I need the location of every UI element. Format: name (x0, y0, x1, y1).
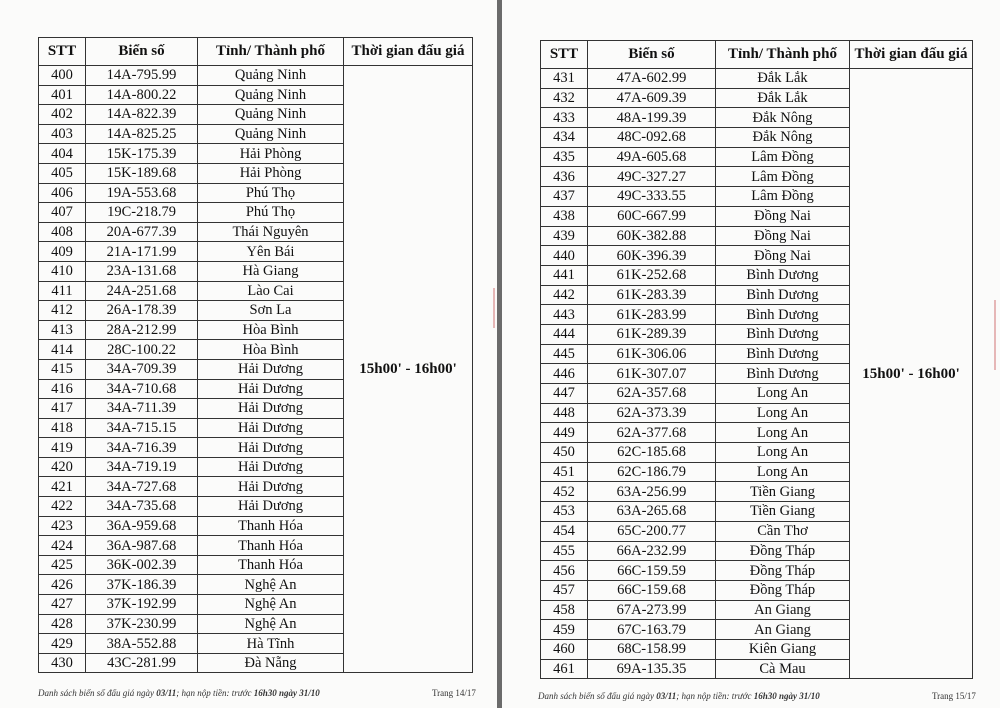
cell-province: Hải Dương (198, 418, 344, 438)
cell-province: Nghệ An (198, 614, 344, 634)
cell-plate-number: 36K-002.39 (86, 555, 198, 575)
cell-province: Bình Dương (716, 285, 850, 305)
footer-date: 03/11 (656, 691, 677, 701)
cell-plate-number: 68C-158.99 (588, 639, 716, 659)
cell-province: Hải Dương (198, 359, 344, 379)
cell-stt: 424 (39, 536, 86, 556)
cell-stt: 412 (39, 301, 86, 321)
cell-auction-time: 15h00' - 16h00' (850, 69, 973, 679)
cell-stt: 409 (39, 242, 86, 262)
cell-plate-number: 61K-306.06 (588, 344, 716, 364)
cell-plate-number: 65C-200.77 (588, 521, 716, 541)
cell-stt: 443 (541, 305, 588, 325)
cell-plate-number: 66A-232.99 (588, 541, 716, 561)
cell-plate-number: 23A-131.68 (86, 261, 198, 281)
footer-mid: ; hạn nộp tiền: trước (176, 688, 254, 698)
cell-plate-number: 49C-327.27 (588, 167, 716, 187)
cell-stt: 413 (39, 320, 86, 340)
cell-province: Hải Dương (198, 379, 344, 399)
page-number: Trang 14/17 (432, 688, 476, 698)
cell-province: Hải Dương (198, 497, 344, 517)
cell-plate-number: 26A-178.39 (86, 301, 198, 321)
cell-province: Đồng Nai (716, 246, 850, 266)
plate-auction-table-left (38, 37, 473, 673)
cell-plate-number: 61K-289.39 (588, 324, 716, 344)
cell-stt: 446 (541, 364, 588, 384)
cell-province: Đắk Nông (716, 128, 850, 148)
cell-stt: 450 (541, 443, 588, 463)
cell-province: Yên Bái (198, 242, 344, 262)
cell-plate-number: 62C-185.68 (588, 443, 716, 463)
header-plate-number: Biển số (86, 38, 198, 66)
cell-stt: 447 (541, 384, 588, 404)
cell-stt: 423 (39, 516, 86, 536)
cell-stt: 401 (39, 85, 86, 105)
cell-province: Hải Dương (198, 399, 344, 419)
cell-province: Cần Thơ (716, 521, 850, 541)
cell-province: Hà Giang (198, 261, 344, 281)
cell-province: Nghệ An (198, 575, 344, 595)
cell-plate-number: 19C-218.79 (86, 203, 198, 223)
cell-plate-number: 62A-357.68 (588, 384, 716, 404)
cell-stt: 457 (541, 580, 588, 600)
cell-stt: 435 (541, 147, 588, 167)
cell-plate-number: 19A-553.68 (86, 183, 198, 203)
cell-stt: 440 (541, 246, 588, 266)
cell-province: Lâm Đồng (716, 167, 850, 187)
cell-province: Phú Thọ (198, 183, 344, 203)
red-stamp-mark (493, 288, 495, 328)
cell-province: Thanh Hóa (198, 555, 344, 575)
cell-plate-number: 69A-135.35 (588, 659, 716, 679)
cell-stt: 417 (39, 399, 86, 419)
cell-stt: 414 (39, 340, 86, 360)
header-auction-time: Thời gian đấu giá (344, 38, 473, 66)
cell-stt: 418 (39, 418, 86, 438)
table-header-row (541, 41, 973, 69)
cell-stt: 454 (541, 521, 588, 541)
cell-province: Đồng Nai (716, 226, 850, 246)
cell-stt: 436 (541, 167, 588, 187)
cell-plate-number: 48A-199.39 (588, 108, 716, 128)
footer-deadline: 16h30 ngày 31/10 (753, 691, 820, 701)
cell-province: Tiền Giang (716, 482, 850, 502)
cell-stt: 442 (541, 285, 588, 305)
cell-stt: 404 (39, 144, 86, 164)
cell-stt: 422 (39, 497, 86, 517)
table-row (39, 66, 473, 86)
cell-plate-number: 14A-795.99 (86, 66, 198, 86)
cell-stt: 444 (541, 324, 588, 344)
cell-plate-number: 15K-189.68 (86, 163, 198, 183)
cell-province: Hà Tĩnh (198, 634, 344, 654)
cell-plate-number: 34A-716.39 (86, 438, 198, 458)
right-document-page (502, 0, 1000, 708)
cell-stt: 448 (541, 403, 588, 423)
cell-plate-number: 63A-265.68 (588, 502, 716, 522)
cell-province: Lâm Đồng (716, 187, 850, 207)
header-stt: STT (39, 38, 86, 66)
cell-province: Hải Phòng (198, 163, 344, 183)
cell-province: Kiên Giang (716, 639, 850, 659)
footer-deadline: 16h30 ngày 31/10 (253, 688, 320, 698)
cell-stt: 434 (541, 128, 588, 148)
footer-prefix: Danh sách biển số đấu giá ngày (538, 691, 657, 701)
cell-stt: 416 (39, 379, 86, 399)
cell-stt: 402 (39, 105, 86, 125)
cell-plate-number: 49C-333.55 (588, 187, 716, 207)
cell-province: Lào Cai (198, 281, 344, 301)
cell-stt: 421 (39, 477, 86, 497)
cell-province: Quảng Ninh (198, 105, 344, 125)
cell-stt: 428 (39, 614, 86, 634)
cell-plate-number: 60K-396.39 (588, 246, 716, 266)
cell-province: Lâm Đồng (716, 147, 850, 167)
footer-mid: ; hạn nộp tiền: trước (676, 691, 754, 701)
cell-province: Hòa Bình (198, 320, 344, 340)
cell-plate-number: 28C-100.22 (86, 340, 198, 360)
cell-province: An Giang (716, 620, 850, 640)
cell-plate-number: 62C-186.79 (588, 462, 716, 482)
cell-plate-number: 61K-283.39 (588, 285, 716, 305)
cell-province: Đồng Tháp (716, 541, 850, 561)
plate-auction-table-right (540, 40, 973, 679)
cell-plate-number: 36A-987.68 (86, 536, 198, 556)
cell-plate-number: 34A-709.39 (86, 359, 198, 379)
cell-province: Đồng Tháp (716, 561, 850, 581)
footer-note (38, 688, 320, 698)
footer-prefix: Danh sách biển số đấu giá ngày (38, 688, 157, 698)
cell-stt: 406 (39, 183, 86, 203)
cell-province: Hải Dương (198, 438, 344, 458)
cell-province: Đà Nẵng (198, 653, 344, 673)
cell-plate-number: 14A-825.25 (86, 124, 198, 144)
cell-plate-number: 34A-719.19 (86, 457, 198, 477)
cell-province: Đắk Lắk (716, 69, 850, 89)
footer-date: 03/11 (156, 688, 177, 698)
cell-stt: 451 (541, 462, 588, 482)
cell-plate-number: 34A-727.68 (86, 477, 198, 497)
cell-plate-number: 66C-159.68 (588, 580, 716, 600)
cell-plate-number: 60K-382.88 (588, 226, 716, 246)
cell-province: An Giang (716, 600, 850, 620)
cell-province: Đồng Tháp (716, 580, 850, 600)
cell-stt: 432 (541, 88, 588, 108)
cell-province: Đồng Nai (716, 206, 850, 226)
cell-plate-number: 34A-715.15 (86, 418, 198, 438)
cell-stt: 419 (39, 438, 86, 458)
cell-province: Bình Dương (716, 364, 850, 384)
cell-plate-number: 67C-163.79 (588, 620, 716, 640)
cell-province: Đắk Nông (716, 108, 850, 128)
cell-plate-number: 24A-251.68 (86, 281, 198, 301)
cell-stt: 415 (39, 359, 86, 379)
cell-stt: 425 (39, 555, 86, 575)
header-province: Tỉnh/ Thành phố (198, 38, 344, 66)
cell-plate-number: 28A-212.99 (86, 320, 198, 340)
table-header-row (39, 38, 473, 66)
cell-stt: 431 (541, 69, 588, 89)
cell-plate-number: 37K-186.39 (86, 575, 198, 595)
cell-province: Sơn La (198, 301, 344, 321)
left-document-page (0, 0, 497, 708)
cell-province: Quảng Ninh (198, 66, 344, 86)
cell-stt: 461 (541, 659, 588, 679)
cell-stt: 438 (541, 206, 588, 226)
page-number: Trang 15/17 (932, 691, 976, 701)
cell-plate-number: 20A-677.39 (86, 222, 198, 242)
red-stamp-mark (994, 300, 996, 370)
cell-province: Long An (716, 403, 850, 423)
cell-plate-number: 62A-373.39 (588, 403, 716, 423)
cell-province: Hòa Bình (198, 340, 344, 360)
cell-plate-number: 49A-605.68 (588, 147, 716, 167)
cell-stt: 429 (39, 634, 86, 654)
cell-province: Thái Nguyên (198, 222, 344, 242)
cell-stt: 441 (541, 265, 588, 285)
cell-stt: 427 (39, 595, 86, 615)
cell-stt: 433 (541, 108, 588, 128)
cell-plate-number: 34A-735.68 (86, 497, 198, 517)
cell-plate-number: 66C-159.59 (588, 561, 716, 581)
cell-plate-number: 38A-552.88 (86, 634, 198, 654)
cell-plate-number: 34A-710.68 (86, 379, 198, 399)
cell-stt: 405 (39, 163, 86, 183)
cell-plate-number: 47A-609.39 (588, 88, 716, 108)
table-row (541, 69, 973, 89)
cell-plate-number: 63A-256.99 (588, 482, 716, 502)
cell-province: Thanh Hóa (198, 536, 344, 556)
cell-auction-time: 15h00' - 16h00' (344, 66, 473, 673)
header-stt: STT (541, 41, 588, 69)
cell-stt: 408 (39, 222, 86, 242)
cell-stt: 449 (541, 423, 588, 443)
cell-stt: 439 (541, 226, 588, 246)
cell-plate-number: 67A-273.99 (588, 600, 716, 620)
cell-province: Nghệ An (198, 595, 344, 615)
cell-stt: 455 (541, 541, 588, 561)
cell-plate-number: 47A-602.99 (588, 69, 716, 89)
cell-stt: 459 (541, 620, 588, 640)
cell-stt: 460 (541, 639, 588, 659)
cell-province: Quảng Ninh (198, 124, 344, 144)
header-plate-number: Biển số (588, 41, 716, 69)
cell-plate-number: 62A-377.68 (588, 423, 716, 443)
cell-plate-number: 61K-307.07 (588, 364, 716, 384)
cell-plate-number: 61K-252.68 (588, 265, 716, 285)
cell-plate-number: 37K-192.99 (86, 595, 198, 615)
cell-province: Hải Phòng (198, 144, 344, 164)
cell-stt: 411 (39, 281, 86, 301)
cell-plate-number: 15K-175.39 (86, 144, 198, 164)
cell-province: Bình Dương (716, 265, 850, 285)
cell-stt: 410 (39, 261, 86, 281)
cell-province: Long An (716, 443, 850, 463)
cell-province: Long An (716, 423, 850, 443)
cell-stt: 403 (39, 124, 86, 144)
cell-plate-number: 61K-283.99 (588, 305, 716, 325)
header-province: Tỉnh/ Thành phố (716, 41, 850, 69)
cell-plate-number: 43C-281.99 (86, 653, 198, 673)
cell-stt: 452 (541, 482, 588, 502)
cell-plate-number: 60C-667.99 (588, 206, 716, 226)
cell-province: Thanh Hóa (198, 516, 344, 536)
cell-plate-number: 34A-711.39 (86, 399, 198, 419)
cell-province: Quảng Ninh (198, 85, 344, 105)
cell-stt: 456 (541, 561, 588, 581)
cell-province: Hải Dương (198, 477, 344, 497)
footer-note (538, 691, 820, 701)
cell-stt: 445 (541, 344, 588, 364)
cell-plate-number: 48C-092.68 (588, 128, 716, 148)
cell-province: Cà Mau (716, 659, 850, 679)
cell-plate-number: 21A-171.99 (86, 242, 198, 262)
cell-stt: 420 (39, 457, 86, 477)
cell-stt: 430 (39, 653, 86, 673)
cell-province: Bình Dương (716, 344, 850, 364)
cell-stt: 437 (541, 187, 588, 207)
cell-province: Hải Dương (198, 457, 344, 477)
cell-plate-number: 14A-800.22 (86, 85, 198, 105)
cell-stt: 453 (541, 502, 588, 522)
cell-province: Đắk Lắk (716, 88, 850, 108)
cell-stt: 407 (39, 203, 86, 223)
cell-plate-number: 36A-959.68 (86, 516, 198, 536)
cell-province: Phú Thọ (198, 203, 344, 223)
header-auction-time: Thời gian đấu giá (850, 41, 973, 69)
cell-stt: 400 (39, 66, 86, 86)
cell-stt: 458 (541, 600, 588, 620)
cell-province: Tiền Giang (716, 502, 850, 522)
cell-province: Long An (716, 462, 850, 482)
cell-province: Bình Dương (716, 324, 850, 344)
cell-province: Bình Dương (716, 305, 850, 325)
cell-plate-number: 37K-230.99 (86, 614, 198, 634)
cell-plate-number: 14A-822.39 (86, 105, 198, 125)
cell-stt: 426 (39, 575, 86, 595)
cell-province: Long An (716, 384, 850, 404)
